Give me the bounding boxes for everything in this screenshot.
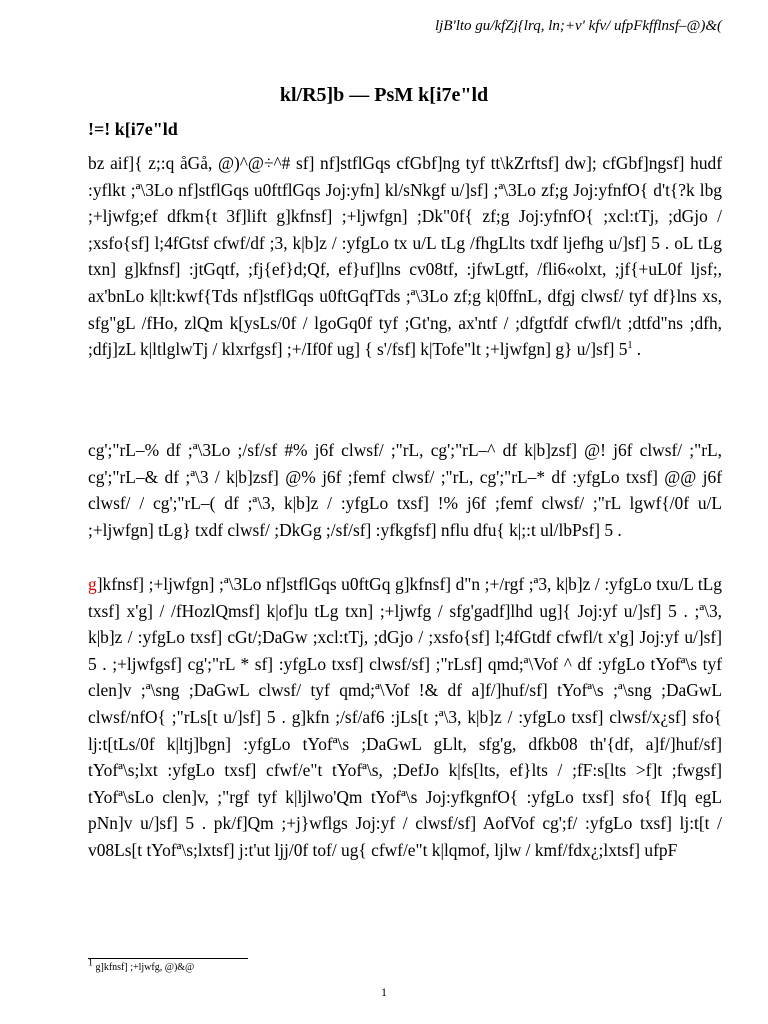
footnote-reference[interactable]: 1 bbox=[627, 340, 633, 352]
footnote-mark: 1 bbox=[88, 957, 93, 969]
paragraph-3-text: ]kfnsf] ;+ljwfgn] ;ª\3Lo nf]stflGqs u0ftGq g]kfnsf] d"n ;+/rgf ;ª3, k|b]z / :yfgLo txu/L tLg txsf] x'g] / /fHozlQmsf] k|of]u tLg txn] ;+ljwfg / sfg'gadf]lhd ug]{ Joj:yf u/]sf] 5 . ;ª\3, k|b]z / :yfgLo txsf] cGt/;DaGw ;xcl:tTj, ;dGjo / ;xsfo{sf] l;4fGtdf cfwfl/t x'g] Joj:yf u/]sf] 5 . ;+ljwfgsf] cg';"rL * sf] :yfgLo txsf] clwsf/sf] ;"rLsf] qmd;ª\Vof ^ df :yfgLo tYofª\s tyf clen]v ;ª\sng ;DaGwL clwsf/ tyf qmd;ª\Vof !& df a]f/]huf/sf] tYofª\s ;ª\sng ;DaGwL clwsf/nfO{ ;"rLs[t u/]sf] 5 . g]kfn ;/sf/af6 :jLs[t ;ª\3, k|b]z / :yfgLo txsf] clwsf/x¿sf] sfo{ lj:t[tLs/0f k|ltj]bgn] :yfgLo tYofª\s ;DaGwL gLlt, sfg'g, dfkb08 th'{df, a]f/]huf/sf] tYofª\s;lxt :yfgLo txsf] cfwf/e"t tYofª\s, ;DefJo k|fs[lts, ef}lts / ;fF:s[lts >f]t ;fwgsf] tYofª\sLo clen]v, ;"rgf tyf k|ljlwo'Qm tYofª\s Joj:yfkgnfO{ :yfgLo txsf] sfo{ If]q egL pNn]v u/]sf] 5 . pk/f]Qm ;+j}wflgs Joj:yf / clwsf/sf] AofVof cg';f/ :yfgLo txsf] lj:t[t / v08Ls[t tYofª\s;lxtsf] j:t'ut ljj/0f tof/ ug{ cfwf/e"t k|lqmof, ljlw / kmf/fdx¿;lxtsf] ufpF bbox=[88, 574, 722, 860]
section-heading: !=! k[i7e"ld bbox=[88, 119, 178, 139]
chapter-title: kl/R5]b — PsM k[i7e"ld bbox=[279, 84, 489, 106]
paragraph-1 bbox=[88, 150, 722, 363]
page-number: 1 bbox=[381, 985, 387, 999]
footnote-text: g]kfnsf] ;+ljwfg, @)&@ bbox=[95, 962, 195, 973]
running-header: ljB'lto gu/kfZj{lrq, ln;+v' kfv/ ufpFkfflnsf–@)&( bbox=[435, 18, 722, 34]
paragraph-3 bbox=[88, 571, 722, 864]
footnote bbox=[88, 957, 195, 973]
footnote-divider bbox=[88, 958, 248, 959]
paragraph-3-initial-letter: g bbox=[88, 574, 97, 594]
paragraph-1-end: . bbox=[632, 339, 642, 360]
paragraph-2: cg';"rL–% df ;ª\3Lo ;/sf/sf #% j6f clwsf/ ;"rL, cg';"rL–^ df k|b]zsf] @! j6f clwsf/ ;"rL, cg';"rL–& df ;ª\3 / k|b]zsf] @% j6f ;femf clwsf/ ;"rL, cg';"rL–* df :yfgLo txsf] @@ j6f clwsf/ / cg';"rL–( df ;ª\3, k|b]z / :yfgLo txsf] !% j6f ;femf clwsf/ ;"rL lgwf{/0f u/L ;+ljwfgn] tLg} txdf clwsf/ ;DkGg ;/sf/sf] :yfkgfsf] nflu dfu{ k|;:t ul/lbPsf] 5 . bbox=[88, 440, 722, 540]
paragraph-1-text: bz aif]{ z;:q åGå, @)^@÷^# sf] nf]stflGqs cfGbf]ng tyf tt\kZrftsf] dw]; cfGbf]ngsf] hudf :yflkt ;ª\3Lo nf]stflGqs u0ftflGqs Joj:yfn] kl/sNkgf u/]sf] ;ª\3Lo zf;g Joj:yfnfO{ d't{?k lbg ;+ljwfg;ef dfkm{t 3f]lift g]kfnsf] ;+ljwfgn] ;Dk"0f{ zf;g Joj:yfnfO{ ;xcl:tTj, ;dGjo / ;xsfo{sf] l;4fGtsf cfwf/df ;3, k|b]z / :yfgLo tx u/L tLg /fhgLlts txdf ljefhg u/]sf] 5 . oL tLg txn] g]kfnsf] :jtGqtf, ;fj{ef}d;Qf, ef}uf]lns cv08tf, :jfwLgtf, /fli6«olxt, ;jf{+uL0f ljsf;, ax'bnLo k|lt:kwf{Tds nf]stflGqs u0ftGqfTds ;ª\3Lo zf;g k|0ffnL, dfgj clwsf/ tyf df}lns xs, sfg"gL /fHo, zlQm k[ysLs/0f / lgoGq0f tyf ;Gt'ng, ax'ntf / ;dfgtfdf cfwfl/t ;dtfd"ns ;dfh, ;dfj]zL k|ltlglwTj / klxrfgsf] ;+/If0f ug] { s'/fsf] k|Tofe"lt ;+ljwfgn] g} u/]sf] 5 bbox=[88, 153, 722, 360]
